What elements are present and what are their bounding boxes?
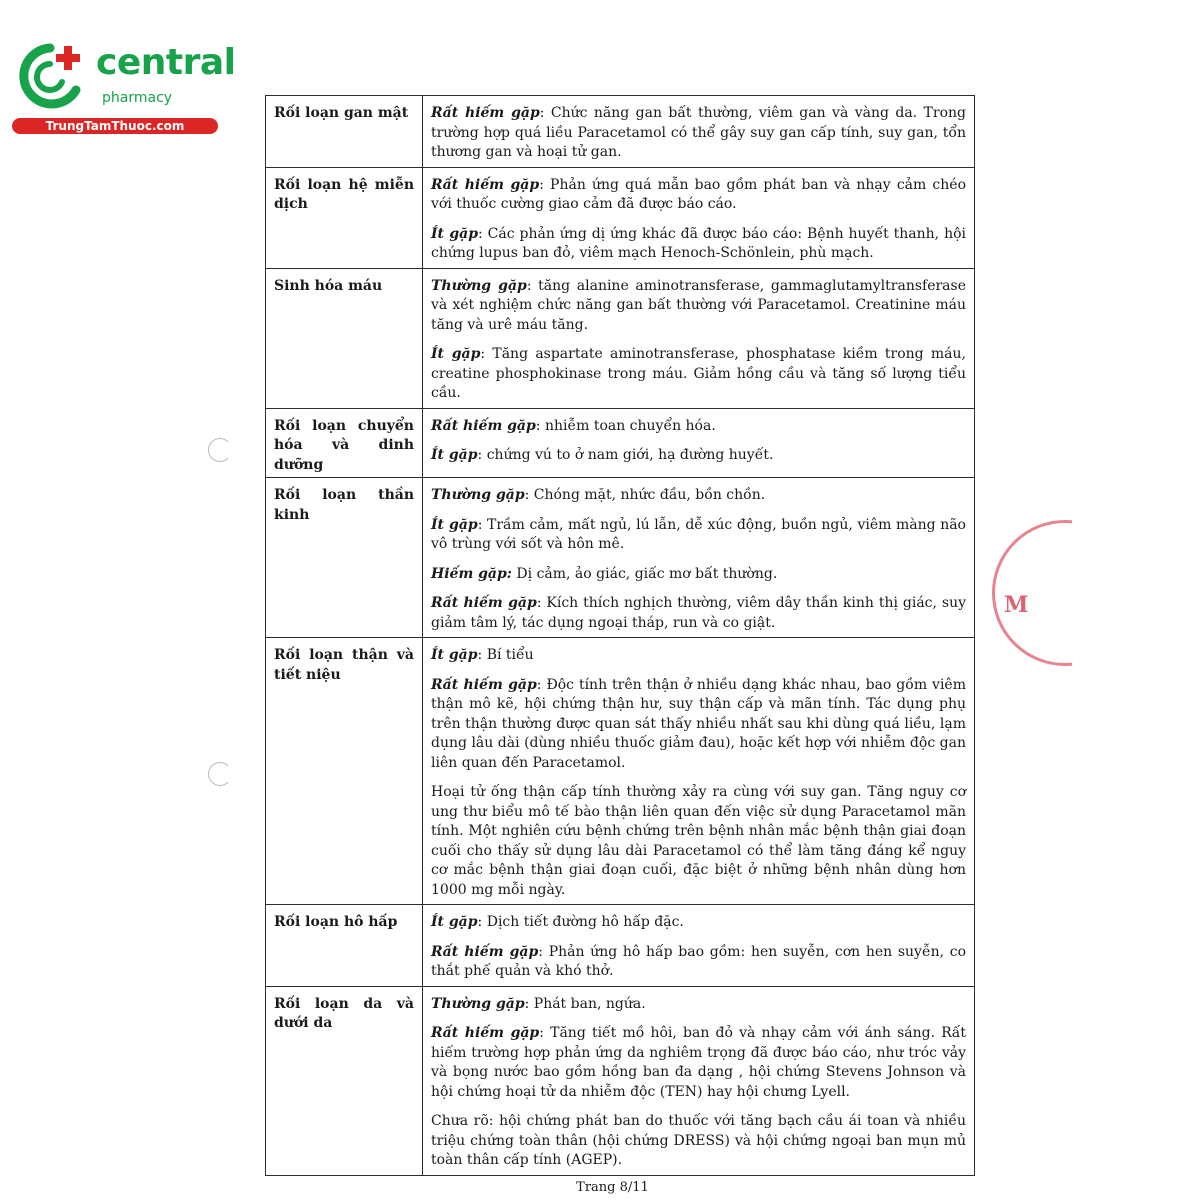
frequency-label: Ít gặp [431, 914, 478, 930]
effect-entry [431, 1024, 966, 1102]
category-cell: Sinh hóa máu [266, 268, 423, 408]
description-cell [423, 268, 975, 408]
frequency-label: Ít gặp [431, 447, 478, 463]
document-body [265, 95, 975, 1176]
effect-text: : Các phản ứng dị ứng khác đã được báo cáo: Bệnh huyết thanh, hội chứng lupus ban đỏ, viêm mạch Henoch-Schönlein, phù mạch. [431, 225, 966, 261]
frequency-label: Thường gặp [431, 995, 525, 1012]
effect-entry [431, 995, 966, 1015]
category-cell: Rối loạn gan mật [266, 96, 423, 168]
effect-text: : nhiễm toan chuyển hóa. [535, 417, 716, 434]
effect-entry [431, 594, 966, 633]
effect-entry [431, 446, 966, 466]
frequency-label: Thường gặp [431, 277, 527, 294]
effect-text: : chứng vú to ở nam giới, hạ đường huyết. [477, 447, 774, 463]
frequency-label: Rất hiếm gặp [431, 417, 536, 434]
description-cell [423, 167, 975, 268]
punch-hole [208, 438, 232, 462]
table-row [266, 478, 975, 638]
effect-entry [431, 565, 966, 585]
frequency-label: Hiếm gặp: [431, 565, 512, 582]
effect-text: : tăng alanine aminotransferase, gammaglutamyltransferase và xét nghiệm chức năng gan bất thường với Paracetamol. Creatinine máu tăng và urê máu tăng. [431, 277, 966, 333]
effect-entry [431, 277, 966, 336]
description-cell [423, 905, 975, 987]
adverse-effects-table [265, 95, 975, 1176]
effect-text: : Phát ban, ngứa. [524, 995, 646, 1012]
effect-text: Chưa rõ: hội chứng phát ban do thuốc với tăng bạch cầu ái toan và nhiều triệu chứng toàn thân (hội chứng DRESS) và hội chứng ngoại ban mụn mủ toàn thân cấp tính (AGEP). [431, 1113, 966, 1168]
frequency-label: Rất hiếm gặp [431, 676, 537, 693]
effect-entry [431, 417, 966, 437]
table-row [266, 408, 975, 478]
description-cell [423, 638, 975, 905]
effect-text: : Phản ứng hô hấp bao gồm: hen suyễn, cơn hen suyễn, co thắt phế quản và khó thở. [431, 943, 967, 979]
description-cell [423, 478, 975, 638]
effect-entry [431, 225, 966, 264]
table-row [266, 905, 975, 987]
effect-text: : Trầm cảm, mất ngủ, lú lẫn, dễ xúc động, buồn ngủ, viêm màng não vô trùng với sốt và hôn mê. [431, 516, 966, 552]
effect-entry [431, 646, 966, 666]
logo-subtitle: pharmacy [102, 90, 173, 106]
category-cell: Rối loạn chuyển hóa và dinh dưỡng [266, 408, 423, 478]
frequency-label: Rất hiếm gặp [431, 1025, 540, 1041]
brand-logo [10, 38, 236, 138]
frequency-label: Ít gặp [431, 647, 478, 663]
table-row [266, 167, 975, 268]
effect-entry [431, 676, 966, 774]
frequency-label: Thường gặp [431, 487, 525, 503]
effect-text: : Dịch tiết đường hô hấp đặc. [477, 914, 684, 930]
frequency-label: Rất hiếm gặp [431, 595, 537, 611]
effect-text: Hoại tử ống thận cấp tính thường xảy ra cùng với suy gan. Tăng nguy cơ ung thư biểu mô tế bào thận liên quan đến việc sử dụng Paracetamol mãn tính. Một nghiên cứu bệnh chứng trên bệnh nhân mắc bệnh thận giai đoạn cuối cho thấy sử dụng lâu dài Paracetamol có thể làm tăng đáng kể nguy cơ mắc bệnh thận giai đoạn cuối, đặc biệt ở những bệnh nhân dùng hơn 1000 mg mỗi ngày. [431, 784, 966, 898]
effect-text: : Độc tính trên thận ở nhiều dạng khác nhau, bao gồm viêm thận mô kẽ, hội chứng thận hư, suy thận cấp và mãn tính. Tác dụng phụ trên thận thường được quan sát thấy nhiều nhất sau khi dùng quá liều, lạm dụng lâu dài (dùng nhiều thuốc giảm đau), hoặc kết hợp với nhiễm độc gan liên quan đến Paracetamol. [431, 676, 966, 771]
effect-entry [431, 783, 966, 900]
effect-text: : Chóng mặt, nhức đầu, bồn chồn. [524, 487, 766, 503]
frequency-label: Ít gặp [431, 516, 478, 533]
category-cell: Rối loạn hô hấp [266, 905, 423, 987]
description-cell [423, 408, 975, 478]
effect-entry [431, 486, 966, 506]
logo-website: TrungTamThuoc.com [12, 118, 218, 134]
table-row [266, 986, 975, 1175]
effect-text: : Kích thích nghịch thường, viêm dây thần kinh thị giác, suy giảm tâm lý, tác dụng ngoại tháp, run và co giật. [431, 595, 966, 631]
table-row [266, 268, 975, 408]
effect-entry [431, 104, 966, 163]
table-row [266, 638, 975, 905]
effect-text: : Phản ứng quá mẫn bao gồm phát ban và nhạy cảm chéo với thuốc cường giao cảm đã được báo cáo. [431, 176, 966, 212]
frequency-label: Rất hiếm gặp [431, 176, 540, 193]
page-number: Trang 8/11 [576, 1180, 649, 1195]
frequency-label: Ít gặp [431, 346, 481, 362]
effect-entry [431, 1112, 966, 1171]
punch-hole [208, 762, 232, 786]
category-cell: Rối loạn hệ miễn dịch [266, 167, 423, 268]
category-cell: Rối loạn thận và tiết niệu [266, 638, 423, 905]
effect-entry [431, 913, 966, 933]
red-stamp [992, 520, 1072, 670]
stamp-text: M [1004, 592, 1029, 618]
category-cell: Rối loạn da và dưới da [266, 986, 423, 1175]
effect-entry [431, 345, 966, 404]
frequency-label: Rất hiếm gặp [431, 943, 539, 960]
frequency-label: Ít gặp [431, 225, 479, 242]
effect-text: Dị cảm, ảo giác, giấc mơ bất thường. [511, 565, 778, 582]
table-body [266, 96, 975, 1176]
description-cell [423, 96, 975, 168]
description-cell [423, 986, 975, 1175]
effect-text: : Tăng aspartate aminotransferase, phosphatase kiềm trong máu, creatine phosphokinase trong máu. Giảm hồng cầu và tăng số lượng tiểu cầu. [431, 346, 966, 401]
effect-entry [431, 943, 966, 982]
effect-text: : Bí tiểu [477, 647, 534, 663]
effect-text: : Tăng tiết mồ hôi, ban đỏ và nhạy cảm với ánh sáng. Rất hiếm trường hợp phản ứng da nghiêm trọng đã được báo cáo, như tróc vảy và bọng nước bao gồm hồng ban đa dạng , hội chứng Stevens Johnson và hội chứng hoại tử da nhiễm độc (TEN) hay hội chưng Lyell. [431, 1025, 966, 1100]
table-row [266, 96, 975, 168]
effect-text: : Chức năng gan bất thường, viêm gan và vàng da. Trong trường hợp quá liều Paracetamol có thể gây suy gan cấp tính, suy gan, tổn thương gan và hoại tử gan. [431, 105, 966, 160]
effect-entry [431, 516, 966, 555]
category-cell: Rối loạn thần kinh [266, 478, 423, 638]
central-pharmacy-logo-icon [10, 38, 90, 118]
logo-name: central [96, 42, 236, 83]
effect-entry [431, 176, 966, 215]
frequency-label: Rất hiếm gặp [431, 105, 540, 121]
